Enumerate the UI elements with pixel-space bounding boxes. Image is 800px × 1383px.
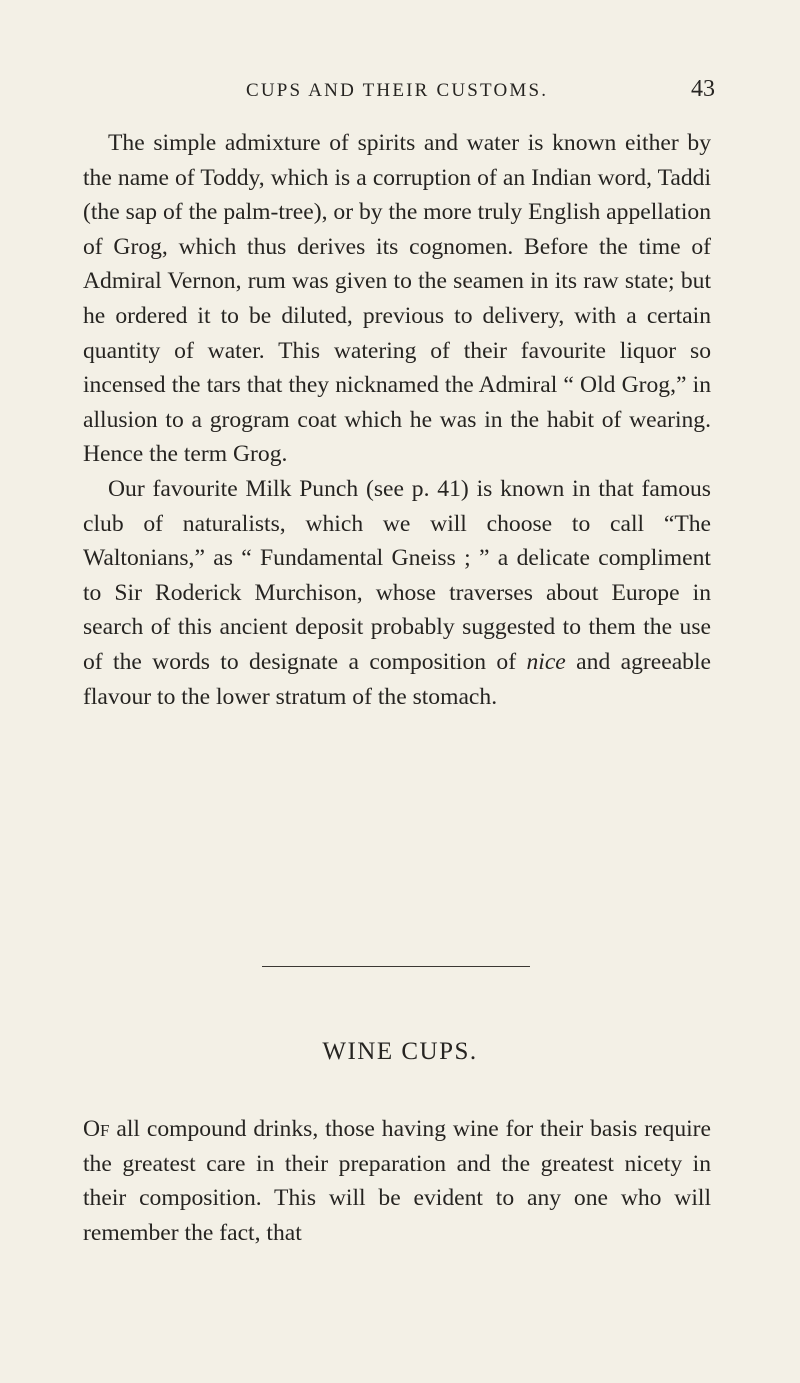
running-head — [0, 76, 800, 106]
section-heading: WINE CUPS. — [322, 1038, 478, 1065]
italic-word: nice — [526, 648, 566, 675]
paragraph-wine-cups — [83, 1112, 711, 1250]
paragraph-milk-punch-end: and agreeable flavour to the lower stratum of the stomach. — [83, 648, 711, 710]
wine-cups-text — [83, 1112, 711, 1250]
paragraph-wine-cups-text: all compound drinks, those having wine for their basis require the greatest care in their preparation and the greatest nicety in their composition. This will be evident to any one who will remember the fact, that — [83, 1116, 711, 1246]
page-number: 43 — [691, 76, 715, 102]
main-text — [83, 126, 711, 714]
paragraph-grog: The simple admixture of spirits and water is known either by the name of Toddy, which is a corruption of an Indian word, Taddi (the sap of the palm-tree), or by the more truly English appellation of Grog, which thus derives its cognomen. Before the time of Admiral Vernon, rum was given to the seamen in its raw state; but he ordered it to be diluted, previous to delivery, with a certain quantity of water. This watering of their favourite liquor so incensed the tars that they nicknamed the Admiral “ Old Grog,” in allusion to a grogram coat which he was in the habit of wearing. Hence the term Grog. — [83, 130, 711, 468]
paragraph-milk-punch-text: Our favourite Milk Punch (see p. 41) is known in that famous club of naturalists, which we will choose to call “The Waltonians,” as “ Fundamental Gneiss ; ” a delicate compliment to Sir Roderick Murchison, whose traverses about Europe in search of this ancient deposit probably suggested to them the use of the words to designate a composition of — [83, 475, 711, 675]
opening-word: Of — [83, 1116, 110, 1142]
running-title: CUPS AND THEIR CUSTOMS. — [246, 80, 549, 101]
section-divider — [262, 966, 530, 967]
paragraph-milk-punch — [83, 472, 711, 714]
